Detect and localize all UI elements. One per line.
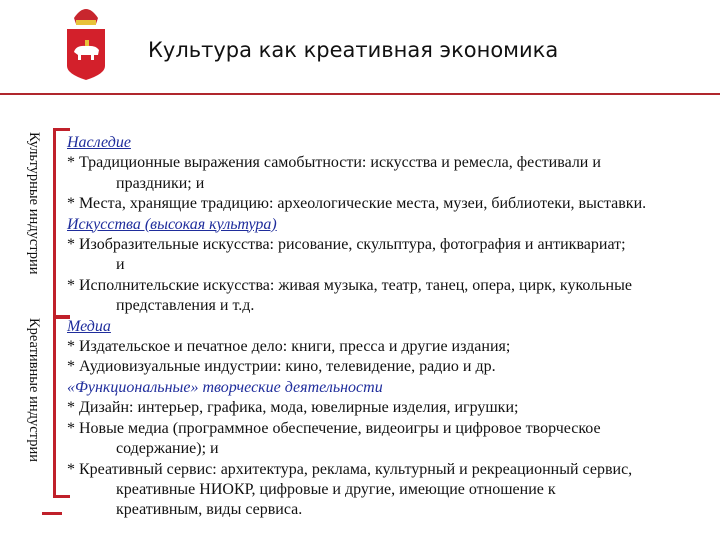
- section-heading: «Функциональные» творческие деятельности: [67, 378, 383, 396]
- list-item: * Издательское и печатное дело: книги, пресса и другие издания;: [67, 338, 511, 356]
- section-heading[interactable]: Искусства (высокая культура): [67, 215, 277, 233]
- list-item: праздники; и: [116, 174, 205, 192]
- list-item: * Новые медиа (программное обеспечение, видеоигры и цифровое творческое: [67, 419, 601, 437]
- list-item: * Традиционные выражения самобытности: искусства и ремесла, фестивали и: [67, 154, 601, 172]
- list-item: содержание); и: [116, 440, 219, 458]
- list-item: * Дизайн: интерьер, графика, мода, ювелирные изделия, игрушки;: [67, 399, 519, 417]
- cultural-industries-label: Культурные индустрии: [26, 132, 42, 275]
- section-heading[interactable]: Наследие: [67, 134, 131, 151]
- list-item: * Аудиовизуальные индустрии: кино, телевидение, радио и др.: [67, 358, 496, 376]
- list-item: * Исполнительские искусства: живая музыка, театр, танец, опера, цирк, кукольные: [67, 276, 632, 294]
- list-item: и: [116, 256, 125, 274]
- list-item: креативные НИОКР, цифровые и другие, имеющие отношение к: [116, 480, 556, 498]
- perm-coat-of-arms-logo: [64, 0, 108, 80]
- list-item: представления и т.д.: [116, 297, 255, 315]
- list-item: * Креативный сервис: архитектура, реклама, культурный и рекреационный сервис,: [67, 460, 633, 478]
- list-item: * Изобразительные искусства: рисование, скульптура, фотография и антиквариат;: [67, 236, 626, 254]
- content-list: [67, 133, 717, 521]
- list-item: * Места, хранящие традицию: археологические места, музеи, библиотеки, выставки.: [67, 195, 647, 213]
- page-title: Культура как креативная экономика: [148, 38, 559, 62]
- creative-industries-label: Креативные индустрии: [26, 318, 42, 462]
- bracket-dash: [42, 512, 62, 515]
- header-divider: [0, 93, 720, 95]
- section-heading[interactable]: Медиа: [67, 317, 111, 335]
- list-item: креативным, виды сервиса.: [116, 501, 303, 519]
